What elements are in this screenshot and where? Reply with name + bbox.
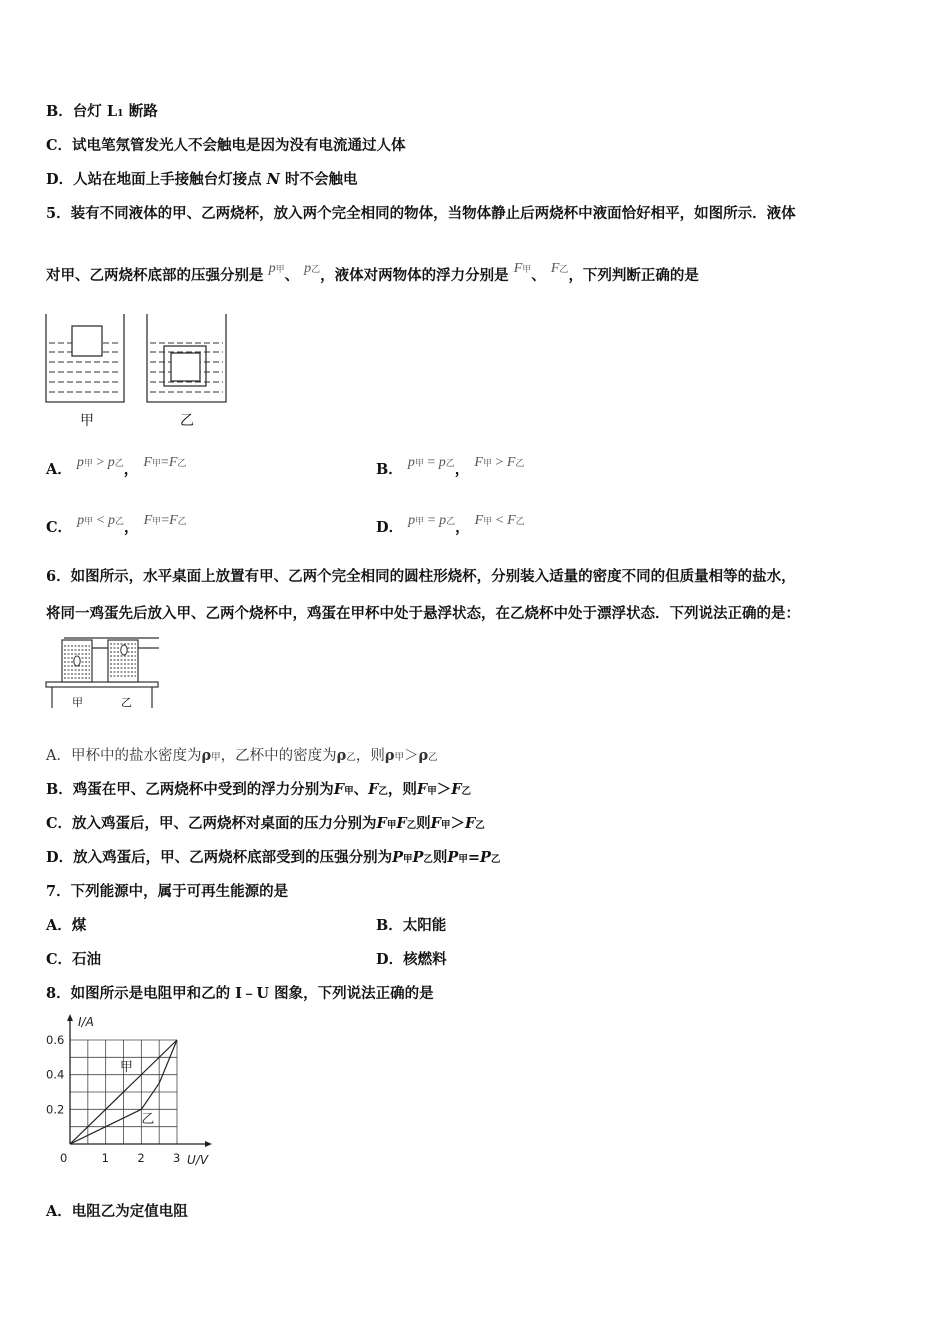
x-axis-label: U/V bbox=[187, 1153, 209, 1167]
x-tick-label: 2 bbox=[137, 1151, 145, 1165]
q5-stem-line2: 对甲、乙两烧杯底部的压强分别是 p甲、 p乙，液体对两物体的浮力分别是 F甲、 F乙，下列判断正确的是 bbox=[46, 261, 699, 284]
x-tick-label: 3 bbox=[173, 1151, 181, 1165]
y-tick-label: 0.6 bbox=[46, 1033, 65, 1047]
q6-beaker-jia bbox=[62, 640, 92, 682]
y-axis-arrow bbox=[67, 1014, 73, 1021]
q7-option-c[interactable]: C．石油 bbox=[46, 951, 102, 968]
q5-fig-label-jia: 甲 bbox=[80, 413, 94, 429]
q6-beakers-figure bbox=[44, 632, 164, 712]
q8-stem: 8．如图所示是电阻甲和乙的 I﹣U 图象，下列说法正确的是 bbox=[46, 985, 434, 1002]
x-axis-arrow bbox=[205, 1141, 212, 1147]
q4-option-b[interactable]: B．台灯 L1 断路 bbox=[46, 103, 158, 120]
q4-option-d[interactable]: D．人站在地面上手接触台灯接点 N 时不会触电 bbox=[46, 171, 358, 188]
q6-fig-label-jia: 甲 bbox=[72, 696, 83, 709]
q5-option-a[interactable]: A． p甲 > p乙， F甲=F乙 bbox=[46, 455, 187, 478]
q5-option-d[interactable]: D． p甲 = p乙， F甲 < F乙 bbox=[376, 513, 525, 536]
y-tick-label: 0.4 bbox=[46, 1067, 65, 1082]
x-tick-label: 0 bbox=[60, 1151, 68, 1165]
q7-option-d[interactable]: D．核燃料 bbox=[376, 951, 447, 968]
beaker-yi bbox=[147, 314, 226, 402]
q8-option-a[interactable]: A．电阻乙为定值电阻 bbox=[46, 1203, 188, 1220]
q5-f-jia: F甲 bbox=[513, 261, 532, 276]
q5-p-yi: p乙 bbox=[304, 261, 321, 276]
q6-option-a[interactable]: A．甲杯中的盐水密度为ρ甲，乙杯中的密度为ρ乙，则ρ甲＞ρ乙 bbox=[46, 747, 438, 764]
q6-stem-line1: 6．如图所示，水平桌面上放置有甲、乙两个完全相同的圆柱形烧杯，分别装入适量的密度不同的但质量相等的盐水， bbox=[46, 568, 796, 585]
q5-beakers-figure bbox=[40, 310, 240, 435]
q6-option-b[interactable]: B．鸡蛋在甲、乙两烧杯中受到的浮力分别为F甲、F乙，则F甲＞F乙 bbox=[46, 781, 472, 798]
q6-fig-label-yi: 乙 bbox=[121, 696, 132, 709]
q5-option-c[interactable]: C． p甲 < p乙， F甲=F乙 bbox=[46, 513, 187, 536]
q7-option-a[interactable]: A．煤 bbox=[46, 917, 87, 934]
q5-option-b[interactable]: B． p甲 = p乙， F甲 > F乙 bbox=[376, 455, 525, 478]
iu-chart bbox=[40, 1012, 220, 1170]
x-tick-label: 1 bbox=[101, 1151, 109, 1165]
q6-stem-line2: 将同一鸡蛋先后放入甲、乙两个烧杯中，鸡蛋在甲杯中处于悬浮状态，在乙烧杯中处于漂浮状态．下列说法正确的是： bbox=[46, 605, 800, 622]
beaker-jia bbox=[46, 314, 124, 402]
q4-option-c[interactable]: C．试电笔氖管发光人不会触电是因为没有电流通过人体 bbox=[46, 137, 406, 154]
y-tick-label: 0.2 bbox=[46, 1102, 65, 1117]
series-label-yi: 乙 bbox=[141, 1112, 155, 1128]
series-label-jia: 甲 bbox=[119, 1060, 133, 1076]
q7-option-b[interactable]: B．太阳能 bbox=[376, 917, 447, 934]
q5-p-jia: p甲 bbox=[268, 261, 285, 276]
y-axis-label: I/A bbox=[78, 1015, 94, 1029]
q5-fig-label-yi: 乙 bbox=[180, 413, 194, 429]
q7-stem: 7．下列能源中，属于可再生能源的是 bbox=[46, 883, 289, 900]
q6-option-d[interactable]: D．放入鸡蛋后，甲、乙两烧杯底部受到的压强分别为P甲P乙则P甲=P乙 bbox=[46, 849, 501, 866]
q6-beaker-yi bbox=[108, 640, 138, 682]
q5-f-yi: F乙 bbox=[550, 261, 569, 276]
q6-option-c[interactable]: C．放入鸡蛋后，甲、乙两烧杯对桌面的压力分别为F甲F乙则F甲＞F乙 bbox=[46, 815, 485, 832]
q5-stem-line1: 5．装有不同液体的甲、乙两烧杯，放入两个完全相同的物体，当物体静止后两烧杯中液面恰好相平，如图所示．液体 bbox=[46, 205, 796, 222]
